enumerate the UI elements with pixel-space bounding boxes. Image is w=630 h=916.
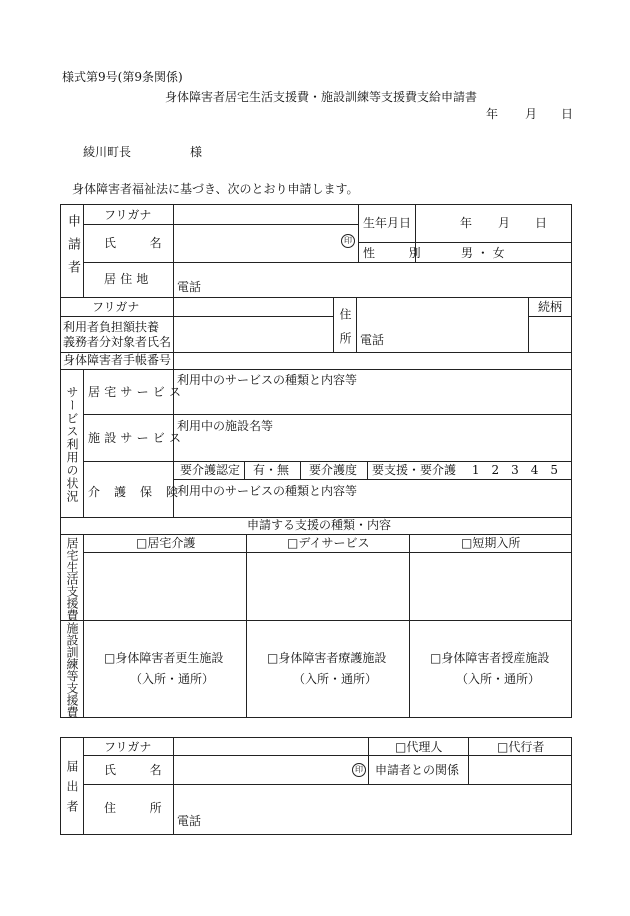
handbook-number-label: 身体障害者手帳番号 [63,353,172,367]
birth-day-label: 日 [535,216,548,230]
applicant-phone-label: 電話 [177,280,202,294]
submitter-seal-mark: 印 [352,763,366,777]
care-insurance-label: 介護保険 [88,485,193,499]
agent-option[interactable]: □代行者 [497,740,545,754]
option-home-care[interactable]: □居宅介護 [136,536,196,550]
proxy-option[interactable]: □代理人 [395,740,443,754]
intro-text: 身体障害者福祉法に基づき、次のとおり申請します。 [72,182,359,196]
applicant-furigana-label: フリガナ [104,208,152,222]
option-short-stay[interactable]: □短期入所 [461,536,521,550]
applicant-section-label: 申請者 [65,214,80,283]
submitter-relation-label: 申請者との関係 [375,763,460,777]
relation-label: 続柄 [538,300,563,314]
addressee: 綾川町長 [83,145,132,159]
submitter-phone-label: 電話 [177,814,202,828]
birthdate-label: 生年月日 [363,216,412,230]
burden-phone-label: 電話 [360,333,385,347]
option-rehab-facility[interactable]: □身体障害者更生施設 [104,651,224,665]
request-header: 申請する支援の種類・内容 [247,518,392,532]
date-year-label: 年 [486,107,499,121]
burden-furigana-label: フリガナ [92,300,140,314]
workshop-facility-sub: （入所・通所） [456,672,541,686]
nursing-facility-sub: （入所・通所） [293,672,378,686]
service-use-section-label: サービス利用の状況 [65,386,79,503]
care-level-label: 要介護度 [309,463,358,477]
honorific: 様 [190,145,203,159]
submitter-address-label: 住 所 [104,801,173,815]
birth-year-label: 年 [460,216,473,230]
facility-service-desc: 利用中の施設名等 [177,419,274,433]
submitter-furigana-label: フリガナ [104,740,152,754]
burden-address-label: 住所 [338,308,352,356]
sex-options[interactable]: 男 ・ 女 [461,246,505,260]
submitter-name-label: 氏 名 [104,763,173,777]
option-day-service[interactable]: □デイサービス [287,536,370,550]
applicant-name-label: 氏 名 [104,236,173,250]
home-service-desc: 利用中のサービスの種類と内容等 [177,373,358,387]
care-service-desc: 利用中のサービスの種類と内容等 [177,484,358,498]
applicant-seal-mark: 印 [341,234,355,248]
date-month-label: 月 [525,107,538,121]
home-service-label: 居宅サービス [88,385,186,399]
facility-service-label: 施設サービス [88,431,186,445]
burden-name-label-1: 利用者負担額扶養 [63,320,160,334]
date-day-label: 日 [561,107,574,121]
burden-name-label-2: 義務者分対象者氏名 [63,335,172,349]
form-number: 様式第9号(第9条関係) [62,70,183,84]
residence-label: 居住地 [104,272,153,286]
form-title: 身体障害者居宅生活支援費・施設訓練等支援費支給申請書 [165,90,478,104]
care-cert-label: 要介護認定 [180,463,241,477]
request-home-label: 居宅生活支援費 [65,537,79,621]
care-level-options[interactable]: 要支援・要介護 1 2 3 4 5 [372,463,558,477]
request-facility-label: 施設訓練等支援費 [65,622,79,718]
option-nursing-facility[interactable]: □身体障害者療護施設 [267,651,387,665]
sex-label: 性 別 [363,246,432,260]
birth-month-label: 月 [498,216,511,230]
option-workshop-facility[interactable]: □身体障害者授産施設 [430,651,550,665]
rehab-facility-sub: （入所・通所） [130,672,215,686]
submitter-section-label: 届出者 [65,760,79,820]
care-cert-options[interactable]: 有・無 [253,463,290,477]
